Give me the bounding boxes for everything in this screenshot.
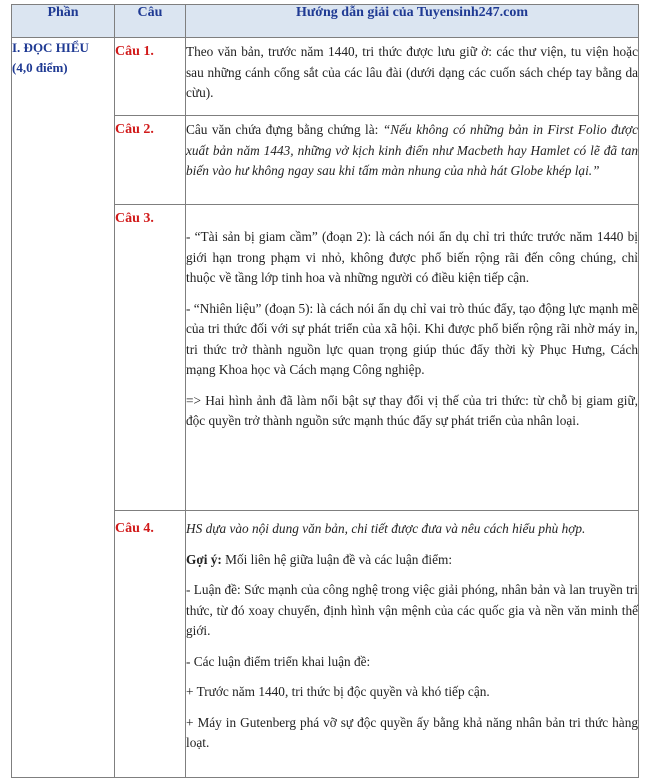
section-cell [12, 38, 115, 778]
answer-table [11, 4, 639, 778]
answer-1-text: Theo văn bản, trước năm 1440, tri thức được lưu giữ ở: các thư viện, tu viện hoặc sau những cánh cổng sắt của các lâu đài (dưới dạng các cuốn sách chép tay bằng da cừu). [186, 44, 638, 100]
question-label-3: Câu 3. [115, 205, 186, 511]
section-title: I. ĐỌC HIỂU [12, 40, 89, 55]
answer-2-quote: “Nếu không có những bản in First Folio được xuất bản năm 1443, những vở kịch kinh điển như Macbeth hay Hamlet có lẽ đã tan biến vào hư không ngay sau khi tấm màn nhung của nhà hát Globe khép lại.” [186, 122, 639, 178]
answer-4-note: HS dựa vào nội dung văn bản, chi tiết được đưa và nêu cách hiểu phù hợp. [186, 521, 586, 536]
answer-4-hint-text: Mối liên hệ giữa luận đề và các luận điểm: [221, 551, 453, 567]
answer-3-para-1: - “Tài sản bị giam cầm” (đoạn 2): là cách nói ẩn dụ chỉ tri thức trước năm 1440 bị giới hạn trong phạm vi nhỏ, không được phổ biến rộng rãi đến công chúng, chỉ thuộc về tầng lớp tinh hoa và những người có điều kiện tiếp cận. [186, 229, 638, 285]
answer-2 [186, 116, 639, 205]
question-label-1: Câu 1. [115, 38, 186, 116]
answer-3-para-2: - “Nhiên liệu” (đoạn 5): là cách nói ẩn dụ chỉ vai trò thúc đẩy, tạo động lực mạnh mẽ của tri thức đối với sự phát triển của xã hội. Khi được phổ biến rộng rãi nhờ máy in, tri thức trở thành nguồn lực quan trọng giúp thúc đẩy thời kỳ Phục Hưng, Cách mạng Khoa học và Cách mạng Công nghiệp. [186, 300, 638, 377]
answer-4-point-2: + Máy in Gutenberg phá vỡ sự độc quyền ấy bằng khả năng nhân bản tri thức hàng loạt. [186, 714, 638, 750]
question-label-4: Câu 4. [115, 511, 186, 778]
answer-4-points-intro: - Các luận điểm triển khai luận đề: [186, 653, 371, 669]
header-question: Câu [115, 5, 186, 38]
section-points: (4,0 điểm) [12, 60, 68, 75]
row-cau-1 [12, 38, 639, 116]
header-section: Phần [12, 5, 115, 38]
question-label-2: Câu 2. [115, 116, 186, 205]
answer-4-point-1: + Trước năm 1440, tri thức bị độc quyền và khó tiếp cận. [186, 684, 490, 699]
header-row [12, 5, 639, 38]
answer-4-hint [186, 550, 638, 571]
answer-2-intro: Câu văn chứa đựng bằng chứng là: [186, 122, 383, 137]
answer-1 [186, 38, 639, 116]
header-answer: Hướng dẫn giải của Tuyensinh247.com [186, 5, 639, 38]
answer-3-conclusion: => Hai hình ảnh đã làm nổi bật sự thay đổi vị thế của tri thức: từ chỗ bị giam giữ, độc quyền trở thành nguồn sức mạnh thúc đẩy sự phát triển của nhân loại. [186, 392, 638, 428]
answer-4-hint-label: Gợi ý: [186, 551, 222, 567]
answer-2-text [186, 120, 638, 182]
answer-4-thesis: - Luận đề: Sức mạnh của công nghệ trong việc giải phóng, nhân bản và lan truyền tri thức, từ đó xoay chuyển, định hình vận mệnh của các quốc gia và nền văn minh thế giới. [186, 582, 638, 638]
answer-4 [186, 511, 639, 778]
answer-3 [186, 205, 639, 511]
